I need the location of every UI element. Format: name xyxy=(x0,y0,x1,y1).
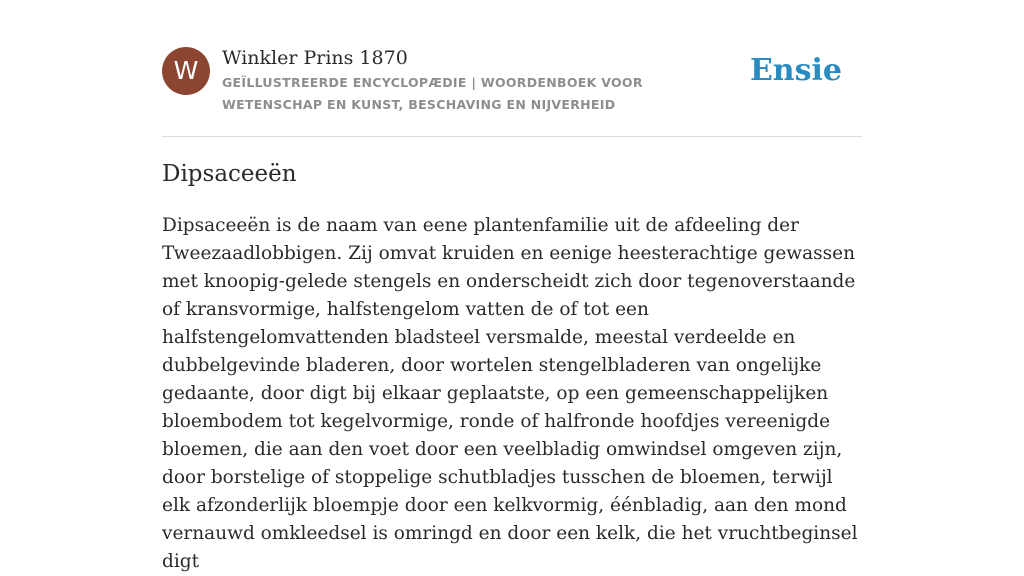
article-body: Dipsaceeën is de naam van eene plantenfamilie uit de afdeeling der Tweezaadlobbigen. Zij omvat kruiden en eenige heesterachtige gewassen met knoopig-gelede stengels en onderscheidt zich door tegenoverstaande of kransvormige, halfstengelom vatten de of tot een halfstengelomvattenden bladsteel versmalde, meestal verdeelde en dubbelgevinde bladeren, door wortelen stengelbladeren van ongelijke gedaante, door digt bij elkaar geplaatste, op een gemeenschappelijken bloembodem tot kegelvormige, ronde of halfronde hoofdjes vereenigde bloemen, die aan den voet door een veelbladig omwindsel omgeven zijn, door borstelige of stoppelige schutbladjes tusschen de bloemen, terwijl elk afzonderlijk bloempje door een kelkvormig, éénbladig, aan den mond vernauwd omkleedsel is omringd en door een kelk, die het vruchtbeginsel digt xyxy=(162,215,858,572)
source-header xyxy=(162,46,862,137)
source-avatar[interactable]: W xyxy=(162,47,210,95)
source-title[interactable]: Winkler Prins 1870 xyxy=(222,47,408,69)
ensie-logo[interactable]: Ensie xyxy=(749,53,842,88)
source-subtitle: GEÏLLUSTREERDE ENCYCLOPÆDIE | WOORDENBOEK VOOR WETENSCHAP EN KUNST, BESCHAVING EN NIJVERHEID xyxy=(222,75,643,112)
article-title: Dipsaceeën xyxy=(162,161,297,187)
